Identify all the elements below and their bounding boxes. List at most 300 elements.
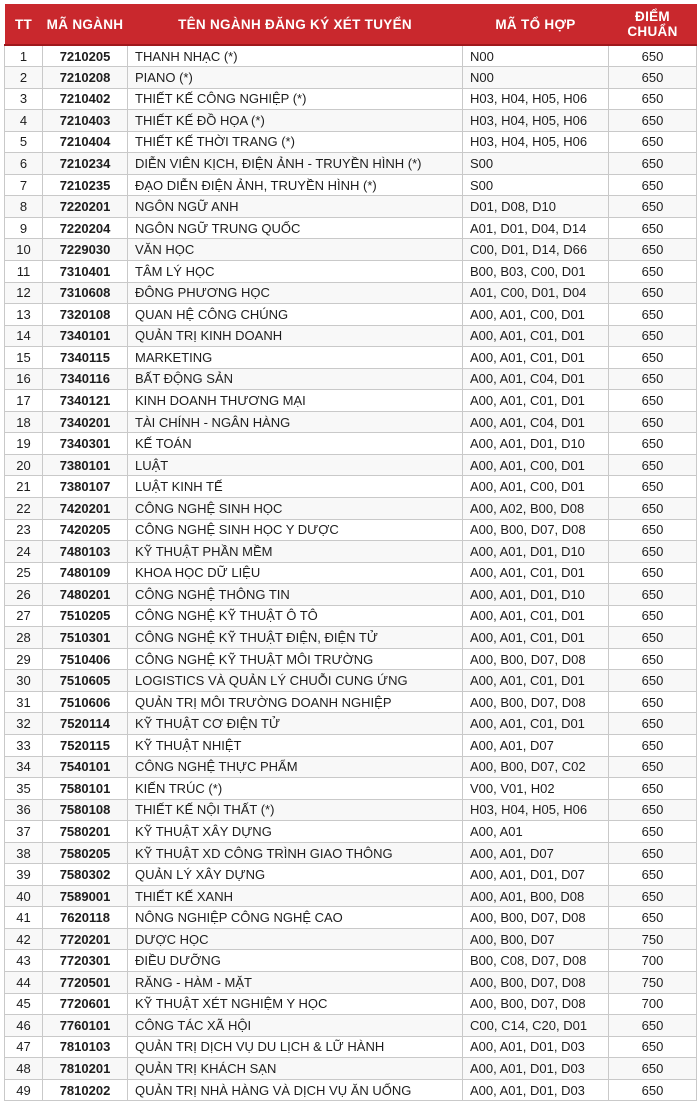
cell-diem-chuan: 650 [609, 304, 697, 326]
cell-ten-nganh: CÔNG NGHỆ THỰC PHẨM [128, 756, 463, 778]
cell-ma-to-hop: H03, H04, H05, H06 [463, 799, 609, 821]
cell-ten-nganh: THIẾT KẾ ĐỒ HỌA (*) [128, 110, 463, 132]
cell-ma-to-hop: A00, A01, C01, D01 [463, 713, 609, 735]
cell-ten-nganh: NGÔN NGỮ ANH [128, 196, 463, 218]
cell-ma-nganh: 7210404 [43, 131, 128, 153]
table-row [5, 864, 697, 886]
cell-ma-nganh: 7210403 [43, 110, 128, 132]
cell-ma-nganh: 7810201 [43, 1058, 128, 1080]
cell-ten-nganh: LOGISTICS VÀ QUẢN LÝ CHUỖI CUNG ỨNG [128, 670, 463, 692]
cell-ma-to-hop: A00, A01, C00, D01 [463, 454, 609, 476]
cell-ten-nganh: BẤT ĐỘNG SẢN [128, 368, 463, 390]
table-row [5, 627, 697, 649]
cell-ma-to-hop: A00, A01, C01, D01 [463, 390, 609, 412]
cell-ma-to-hop: A00, A01, D01, D03 [463, 1079, 609, 1101]
cell-ma-nganh: 7580101 [43, 778, 128, 800]
cell-tt: 30 [5, 670, 43, 692]
table-row [5, 239, 697, 261]
cell-tt: 35 [5, 778, 43, 800]
cell-diem-chuan: 650 [609, 174, 697, 196]
table-row [5, 842, 697, 864]
cell-ma-nganh: 7340101 [43, 325, 128, 347]
cell-ma-to-hop: A00, A01, D01, D10 [463, 541, 609, 563]
cell-tt: 34 [5, 756, 43, 778]
cell-ma-nganh: 7310401 [43, 260, 128, 282]
cell-ma-nganh: 7420205 [43, 519, 128, 541]
cell-ma-to-hop: N00 [463, 45, 609, 67]
cell-ten-nganh: CÔNG NGHỆ SINH HỌC [128, 497, 463, 519]
cell-tt: 10 [5, 239, 43, 261]
cell-ma-to-hop: A00, A01, C01, D01 [463, 325, 609, 347]
cell-ma-nganh: 7580108 [43, 799, 128, 821]
cell-diem-chuan: 650 [609, 196, 697, 218]
cell-diem-chuan: 650 [609, 153, 697, 175]
cell-ma-nganh: 7480103 [43, 541, 128, 563]
table-row [5, 562, 697, 584]
cell-ma-nganh: 7340115 [43, 347, 128, 369]
cell-ten-nganh: DIỄN VIÊN KỊCH, ĐIỆN ẢNH - TRUYỀN HÌNH (*) [128, 153, 463, 175]
table-row [5, 196, 697, 218]
table-body [5, 45, 697, 1101]
cell-ma-to-hop: S00 [463, 174, 609, 196]
cell-diem-chuan: 650 [609, 433, 697, 455]
cell-ma-nganh: 7210402 [43, 88, 128, 110]
cell-ten-nganh: TÀI CHÍNH - NGÂN HÀNG [128, 411, 463, 433]
cell-ma-nganh: 7480201 [43, 584, 128, 606]
cell-tt: 24 [5, 541, 43, 563]
table-row [5, 1015, 697, 1037]
cell-ten-nganh: KỸ THUẬT CƠ ĐIỆN TỬ [128, 713, 463, 735]
table-row [5, 713, 697, 735]
cell-ma-to-hop: B00, B03, C00, D01 [463, 260, 609, 282]
cell-ma-to-hop: A01, C00, D01, D04 [463, 282, 609, 304]
table-row [5, 950, 697, 972]
cell-tt: 8 [5, 196, 43, 218]
cell-ten-nganh: QUẢN TRỊ MÔI TRƯỜNG DOANH NGHIỆP [128, 691, 463, 713]
cell-ten-nganh: KỸ THUẬT XÂY DỰNG [128, 821, 463, 843]
cell-ma-nganh: 7810103 [43, 1036, 128, 1058]
cell-ma-nganh: 7540101 [43, 756, 128, 778]
cell-ma-to-hop: C00, C14, C20, D01 [463, 1015, 609, 1037]
cell-tt: 19 [5, 433, 43, 455]
cell-ten-nganh: THANH NHẠC (*) [128, 45, 463, 67]
cell-diem-chuan: 650 [609, 1015, 697, 1037]
cell-ma-nganh: 7210208 [43, 67, 128, 89]
cell-diem-chuan: 700 [609, 993, 697, 1015]
cell-tt: 48 [5, 1058, 43, 1080]
table-row [5, 735, 697, 757]
cell-ma-nganh: 7510606 [43, 691, 128, 713]
table-row [5, 993, 697, 1015]
cell-tt: 32 [5, 713, 43, 735]
cell-ma-nganh: 7510406 [43, 648, 128, 670]
cell-tt: 14 [5, 325, 43, 347]
cell-ma-nganh: 7340121 [43, 390, 128, 412]
cell-ten-nganh: DƯỢC HỌC [128, 928, 463, 950]
cell-diem-chuan: 650 [609, 562, 697, 584]
cell-ten-nganh: CÔNG TÁC XÃ HỘI [128, 1015, 463, 1037]
table-row [5, 411, 697, 433]
cell-ma-to-hop: A00, A01, B00, D08 [463, 885, 609, 907]
cell-tt: 11 [5, 260, 43, 282]
table-row [5, 282, 697, 304]
cell-ma-to-hop: A00, A01, C00, D01 [463, 476, 609, 498]
cell-diem-chuan: 650 [609, 864, 697, 886]
cell-ma-nganh: 7720201 [43, 928, 128, 950]
cell-diem-chuan: 700 [609, 950, 697, 972]
cell-ten-nganh: QUẢN TRỊ DỊCH VỤ DU LỊCH & LỮ HÀNH [128, 1036, 463, 1058]
cell-ten-nganh: ĐẠO DIỄN ĐIỆN ẢNH, TRUYỀN HÌNH (*) [128, 174, 463, 196]
cell-ten-nganh: MARKETING [128, 347, 463, 369]
cell-tt: 46 [5, 1015, 43, 1037]
table-row [5, 325, 697, 347]
cell-ten-nganh: KỸ THUẬT PHẦN MỀM [128, 541, 463, 563]
cell-tt: 21 [5, 476, 43, 498]
cell-ma-nganh: 7210235 [43, 174, 128, 196]
cell-ten-nganh: KIẾN TRÚC (*) [128, 778, 463, 800]
cell-ten-nganh: QUẢN TRỊ KINH DOANH [128, 325, 463, 347]
cell-ma-nganh: 7380101 [43, 454, 128, 476]
cell-ma-to-hop: H03, H04, H05, H06 [463, 110, 609, 132]
cell-tt: 28 [5, 627, 43, 649]
cell-ma-to-hop: A00, A01, C04, D01 [463, 411, 609, 433]
cell-ma-to-hop: A01, D01, D04, D14 [463, 217, 609, 239]
cell-tt: 27 [5, 605, 43, 627]
table-row [5, 907, 697, 929]
cell-ten-nganh: THIẾT KẾ CÔNG NGHIỆP (*) [128, 88, 463, 110]
cell-tt: 44 [5, 972, 43, 994]
cell-ten-nganh: PIANO (*) [128, 67, 463, 89]
cell-ten-nganh: THIẾT KẾ XANH [128, 885, 463, 907]
cell-ma-nganh: 7720501 [43, 972, 128, 994]
cell-diem-chuan: 650 [609, 584, 697, 606]
table-row [5, 821, 697, 843]
column-header-ma-to-hop: MÃ TỔ HỢP [463, 4, 609, 45]
cell-ma-to-hop: A00, B00, D07, C02 [463, 756, 609, 778]
cell-diem-chuan: 650 [609, 217, 697, 239]
column-header-ten-nganh: TÊN NGÀNH ĐĂNG KÝ XÉT TUYỂN [128, 4, 463, 45]
cell-ten-nganh: CÔNG NGHỆ THÔNG TIN [128, 584, 463, 606]
cell-ma-to-hop: A00, B00, D07, D08 [463, 519, 609, 541]
cell-tt: 5 [5, 131, 43, 153]
cell-ten-nganh: QUẢN TRỊ KHÁCH SẠN [128, 1058, 463, 1080]
table-row [5, 45, 697, 67]
table-row [5, 110, 697, 132]
cell-tt: 26 [5, 584, 43, 606]
cell-ma-to-hop: A00, A01, D01, D07 [463, 864, 609, 886]
table-row [5, 778, 697, 800]
cell-ma-to-hop: A00, A01, D07 [463, 842, 609, 864]
cell-ma-to-hop: H03, H04, H05, H06 [463, 131, 609, 153]
cell-ma-nganh: 7580205 [43, 842, 128, 864]
cell-tt: 33 [5, 735, 43, 757]
cell-ma-to-hop: A00, B00, D07, D08 [463, 648, 609, 670]
cell-ma-nganh: 7760101 [43, 1015, 128, 1037]
cell-diem-chuan: 650 [609, 1058, 697, 1080]
cell-ten-nganh: THIẾT KẾ NỘI THẤT (*) [128, 799, 463, 821]
cell-ten-nganh: RĂNG - HÀM - MẶT [128, 972, 463, 994]
cell-ma-nganh: 7210234 [43, 153, 128, 175]
cell-tt: 38 [5, 842, 43, 864]
cell-ten-nganh: KỸ THUẬT XÉT NGHIỆM Y HỌC [128, 993, 463, 1015]
cell-ma-to-hop: A00, A01, C01, D01 [463, 670, 609, 692]
table-row [5, 153, 697, 175]
cell-diem-chuan: 650 [609, 476, 697, 498]
cell-diem-chuan: 650 [609, 605, 697, 627]
cell-ten-nganh: QUẢN TRỊ NHÀ HÀNG VÀ DỊCH VỤ ĂN UỐNG [128, 1079, 463, 1101]
cell-ma-to-hop: B00, C08, D07, D08 [463, 950, 609, 972]
cell-ma-to-hop: H03, H04, H05, H06 [463, 88, 609, 110]
cell-diem-chuan: 650 [609, 110, 697, 132]
table-row [5, 1079, 697, 1101]
cell-diem-chuan: 650 [609, 282, 697, 304]
table-row [5, 519, 697, 541]
cell-tt: 36 [5, 799, 43, 821]
cell-ma-nganh: 7589001 [43, 885, 128, 907]
cell-diem-chuan: 650 [609, 131, 697, 153]
header-row [5, 4, 697, 45]
cell-tt: 6 [5, 153, 43, 175]
cell-ten-nganh: NÔNG NGHIỆP CÔNG NGHỆ CAO [128, 907, 463, 929]
cell-diem-chuan: 650 [609, 885, 697, 907]
table-row [5, 691, 697, 713]
cell-ma-to-hop: A00, A01, D07 [463, 735, 609, 757]
cell-tt: 3 [5, 88, 43, 110]
table-row [5, 260, 697, 282]
table-row [5, 541, 697, 563]
cell-tt: 47 [5, 1036, 43, 1058]
cell-ma-nganh: 7220204 [43, 217, 128, 239]
cell-tt: 16 [5, 368, 43, 390]
table-row [5, 368, 697, 390]
cell-ten-nganh: KẾ TOÁN [128, 433, 463, 455]
cell-tt: 37 [5, 821, 43, 843]
cell-ma-to-hop: D01, D08, D10 [463, 196, 609, 218]
cell-ma-to-hop: A00, A01, D01, D03 [463, 1036, 609, 1058]
cell-diem-chuan: 650 [609, 1036, 697, 1058]
cell-diem-chuan: 650 [609, 756, 697, 778]
cell-ten-nganh: KỸ THUẬT XD CÔNG TRÌNH GIAO THÔNG [128, 842, 463, 864]
cell-ten-nganh: KỸ THUẬT NHIỆT [128, 735, 463, 757]
cell-tt: 15 [5, 347, 43, 369]
cell-tt: 22 [5, 497, 43, 519]
cell-diem-chuan: 650 [609, 260, 697, 282]
cell-tt: 25 [5, 562, 43, 584]
table-row [5, 390, 697, 412]
cell-diem-chuan: 650 [609, 1079, 697, 1101]
table-row [5, 648, 697, 670]
cell-tt: 13 [5, 304, 43, 326]
cell-diem-chuan: 650 [609, 541, 697, 563]
table-row [5, 972, 697, 994]
table-row [5, 497, 697, 519]
cell-tt: 49 [5, 1079, 43, 1101]
cell-ma-to-hop: A00, A01, C01, D01 [463, 627, 609, 649]
cell-ten-nganh: CÔNG NGHỆ SINH HỌC Y DƯỢC [128, 519, 463, 541]
cell-diem-chuan: 650 [609, 347, 697, 369]
cell-ten-nganh: ĐIỀU DƯỠNG [128, 950, 463, 972]
cell-tt: 43 [5, 950, 43, 972]
cell-tt: 7 [5, 174, 43, 196]
cell-ma-to-hop: A00, A02, B00, D08 [463, 497, 609, 519]
cell-ma-nganh: 7380107 [43, 476, 128, 498]
cell-tt: 40 [5, 885, 43, 907]
cell-ten-nganh: QUAN HỆ CÔNG CHÚNG [128, 304, 463, 326]
cell-diem-chuan: 650 [609, 713, 697, 735]
cell-ten-nganh: ĐÔNG PHƯƠNG HỌC [128, 282, 463, 304]
table-row [5, 605, 697, 627]
cell-ten-nganh: TÂM LÝ HỌC [128, 260, 463, 282]
cell-diem-chuan: 650 [609, 821, 697, 843]
cell-tt: 29 [5, 648, 43, 670]
table-row [5, 433, 697, 455]
table-row [5, 347, 697, 369]
table-row [5, 67, 697, 89]
table-row [5, 928, 697, 950]
cell-ma-nganh: 7480109 [43, 562, 128, 584]
cell-ma-nganh: 7520114 [43, 713, 128, 735]
cell-ma-nganh: 7620118 [43, 907, 128, 929]
cell-ma-nganh: 7520115 [43, 735, 128, 757]
cell-ma-to-hop: A00, A01, D01, D03 [463, 1058, 609, 1080]
cell-diem-chuan: 650 [609, 778, 697, 800]
cell-tt: 12 [5, 282, 43, 304]
cell-ma-nganh: 7320108 [43, 304, 128, 326]
column-header-ma-nganh: MÃ NGÀNH [43, 4, 128, 45]
column-header-diem-chuan: ĐIỂM CHUẨN [609, 4, 697, 45]
table-row [5, 304, 697, 326]
cell-ma-nganh: 7340116 [43, 368, 128, 390]
cell-ma-to-hop: A00, A01 [463, 821, 609, 843]
cell-ma-nganh: 7340201 [43, 411, 128, 433]
cell-tt: 42 [5, 928, 43, 950]
cell-tt: 1 [5, 45, 43, 67]
cell-diem-chuan: 650 [609, 411, 697, 433]
cell-diem-chuan: 650 [609, 368, 697, 390]
table-row [5, 476, 697, 498]
cell-ma-nganh: 7510205 [43, 605, 128, 627]
cell-ma-to-hop: A00, A01, D01, D10 [463, 433, 609, 455]
cell-ten-nganh: CÔNG NGHỆ KỸ THUẬT MÔI TRƯỜNG [128, 648, 463, 670]
cell-diem-chuan: 650 [609, 907, 697, 929]
cell-ma-nganh: 7310608 [43, 282, 128, 304]
cell-ma-to-hop: A00, A01, C00, D01 [463, 304, 609, 326]
cell-tt: 4 [5, 110, 43, 132]
cell-ten-nganh: THIẾT KẾ THỜI TRANG (*) [128, 131, 463, 153]
cell-tt: 20 [5, 454, 43, 476]
table-row [5, 1036, 697, 1058]
cell-ten-nganh: CÔNG NGHỆ KỸ THUẬT Ô TÔ [128, 605, 463, 627]
column-header-tt: TT [5, 4, 43, 45]
cell-ten-nganh: LUẬT [128, 454, 463, 476]
cell-tt: 2 [5, 67, 43, 89]
cell-ten-nganh: CÔNG NGHỆ KỸ THUẬT ĐIỆN, ĐIỆN TỬ [128, 627, 463, 649]
table-row [5, 756, 697, 778]
cell-tt: 39 [5, 864, 43, 886]
cell-ma-to-hop: A00, B00, D07, D08 [463, 972, 609, 994]
cell-diem-chuan: 650 [609, 799, 697, 821]
table-row [5, 799, 697, 821]
table-row [5, 670, 697, 692]
cell-ma-to-hop: A00, A01, C01, D01 [463, 347, 609, 369]
cell-ma-nganh: 7720301 [43, 950, 128, 972]
cell-ma-nganh: 7340301 [43, 433, 128, 455]
cell-ma-to-hop: V00, V01, H02 [463, 778, 609, 800]
table-header [5, 4, 697, 45]
cell-ma-to-hop: A00, A01, C01, D01 [463, 562, 609, 584]
cell-ma-nganh: 7580201 [43, 821, 128, 843]
cell-diem-chuan: 650 [609, 497, 697, 519]
cell-ten-nganh: LUẬT KINH TẾ [128, 476, 463, 498]
cell-ma-to-hop: A00, A01, D01, D10 [463, 584, 609, 606]
cell-tt: 23 [5, 519, 43, 541]
cell-tt: 17 [5, 390, 43, 412]
admission-scores-table [4, 4, 697, 1101]
cell-diem-chuan: 650 [609, 88, 697, 110]
cell-diem-chuan: 650 [609, 390, 697, 412]
cell-ma-nganh: 7720601 [43, 993, 128, 1015]
cell-diem-chuan: 650 [609, 670, 697, 692]
cell-ten-nganh: VĂN HỌC [128, 239, 463, 261]
cell-ma-to-hop: A00, B00, D07, D08 [463, 993, 609, 1015]
cell-diem-chuan: 650 [609, 691, 697, 713]
cell-diem-chuan: 650 [609, 735, 697, 757]
cell-diem-chuan: 650 [609, 325, 697, 347]
cell-ma-nganh: 7210205 [43, 45, 128, 67]
cell-ma-to-hop: A00, B00, D07 [463, 928, 609, 950]
cell-ma-nganh: 7580302 [43, 864, 128, 886]
cell-diem-chuan: 750 [609, 928, 697, 950]
cell-tt: 31 [5, 691, 43, 713]
cell-ten-nganh: QUẢN LÝ XÂY DỰNG [128, 864, 463, 886]
cell-ma-to-hop: N00 [463, 67, 609, 89]
table-row [5, 131, 697, 153]
cell-ma-to-hop: A00, A01, C04, D01 [463, 368, 609, 390]
cell-diem-chuan: 650 [609, 239, 697, 261]
cell-ten-nganh: KINH DOANH THƯƠNG MẠI [128, 390, 463, 412]
cell-ten-nganh: NGÔN NGỮ TRUNG QUỐC [128, 217, 463, 239]
cell-diem-chuan: 650 [609, 519, 697, 541]
cell-diem-chuan: 650 [609, 627, 697, 649]
cell-diem-chuan: 650 [609, 45, 697, 67]
cell-tt: 18 [5, 411, 43, 433]
table-row [5, 885, 697, 907]
cell-diem-chuan: 750 [609, 972, 697, 994]
cell-ma-to-hop: A00, B00, D07, D08 [463, 691, 609, 713]
cell-ma-to-hop: C00, D01, D14, D66 [463, 239, 609, 261]
cell-ma-nganh: 7810202 [43, 1079, 128, 1101]
table-row [5, 454, 697, 476]
cell-ma-nganh: 7510605 [43, 670, 128, 692]
cell-diem-chuan: 650 [609, 454, 697, 476]
cell-ma-nganh: 7220201 [43, 196, 128, 218]
cell-ma-to-hop: A00, A01, C01, D01 [463, 605, 609, 627]
cell-tt: 9 [5, 217, 43, 239]
table-row [5, 174, 697, 196]
cell-ma-nganh: 7510301 [43, 627, 128, 649]
table-row [5, 88, 697, 110]
cell-ma-to-hop: A00, B00, D07, D08 [463, 907, 609, 929]
cell-ma-to-hop: S00 [463, 153, 609, 175]
cell-diem-chuan: 650 [609, 842, 697, 864]
cell-ma-nganh: 7420201 [43, 497, 128, 519]
cell-tt: 41 [5, 907, 43, 929]
cell-ma-nganh: 7229030 [43, 239, 128, 261]
table-row [5, 1058, 697, 1080]
cell-ten-nganh: KHOA HỌC DỮ LIỆU [128, 562, 463, 584]
cell-tt: 45 [5, 993, 43, 1015]
table-row [5, 217, 697, 239]
